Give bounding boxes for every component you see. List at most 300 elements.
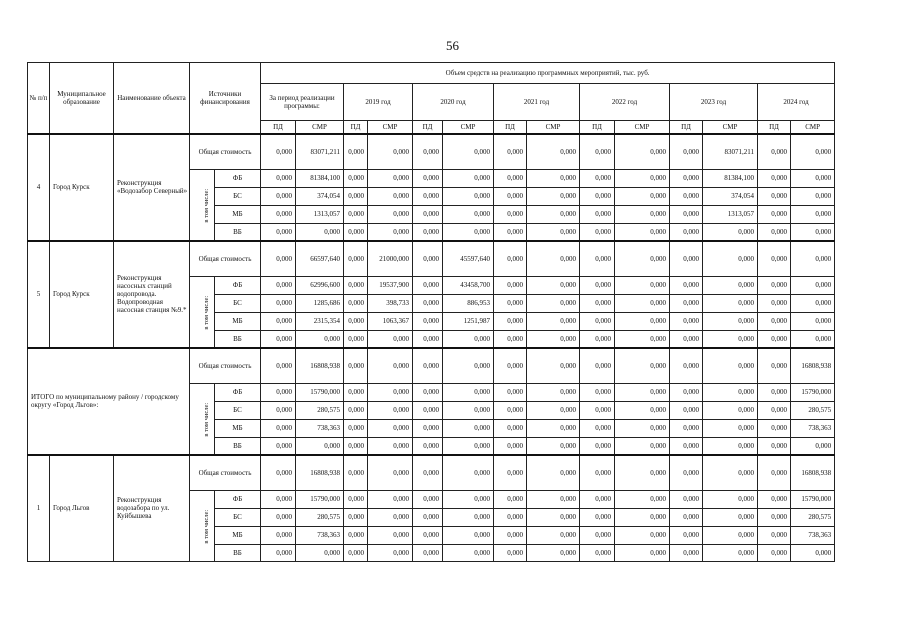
value-cell: 0,000: [615, 313, 670, 331]
value-cell: 2315,354: [296, 313, 344, 331]
including-label-cell: [190, 170, 215, 241]
including-label-cell: [190, 277, 215, 348]
header-volume: Объем средств на реализацию программных мероприятий, тыс. руб.: [261, 63, 835, 84]
value-cell: 0,000: [758, 455, 791, 491]
source-code: МБ: [215, 527, 261, 545]
value-cell: 0,000: [413, 331, 443, 348]
value-cell: 0,000: [443, 224, 494, 241]
value-cell: 0,000: [261, 348, 296, 384]
value-cell: 45597,640: [443, 241, 494, 277]
source-code: МБ: [215, 206, 261, 224]
value-cell: 0,000: [261, 295, 296, 313]
value-cell: 0,000: [670, 313, 703, 331]
value-cell: 0,000: [758, 206, 791, 224]
value-cell: 0,000: [615, 331, 670, 348]
row-number: 5: [28, 241, 50, 348]
total-cost-label: Общая стоимость: [190, 455, 261, 491]
value-cell: 0,000: [703, 295, 758, 313]
value-cell: 0,000: [527, 224, 580, 241]
value-cell: 0,000: [791, 331, 835, 348]
municipality-name: Город Курск: [50, 241, 114, 348]
source-code: ФБ: [215, 491, 261, 509]
value-cell: 0,000: [791, 313, 835, 331]
value-cell: 0,000: [368, 224, 413, 241]
value-cell: 0,000: [580, 348, 615, 384]
value-cell: 0,000: [494, 188, 527, 206]
value-cell: 0,000: [494, 545, 527, 562]
value-cell: 0,000: [791, 545, 835, 562]
value-cell: 0,000: [494, 348, 527, 384]
value-cell: 0,000: [368, 188, 413, 206]
source-code: БС: [215, 509, 261, 527]
source-code: ФБ: [215, 277, 261, 295]
value-cell: 0,000: [443, 402, 494, 420]
value-cell: 0,000: [443, 509, 494, 527]
value-cell: 0,000: [791, 224, 835, 241]
value-cell: 0,000: [368, 438, 413, 455]
value-cell: 0,000: [758, 241, 791, 277]
value-cell: 0,000: [615, 277, 670, 295]
value-cell: 0,000: [527, 402, 580, 420]
value-cell: 0,000: [494, 384, 527, 402]
value-cell: 0,000: [791, 295, 835, 313]
value-cell: 0,000: [670, 545, 703, 562]
value-cell: 0,000: [527, 527, 580, 545]
value-cell: 0,000: [261, 402, 296, 420]
row-number: 1: [28, 455, 50, 562]
value-cell: 19537,900: [368, 277, 413, 295]
value-cell: 0,000: [527, 241, 580, 277]
value-cell: 0,000: [580, 438, 615, 455]
value-cell: 0,000: [615, 455, 670, 491]
value-cell: 81384,100: [296, 170, 344, 188]
value-cell: 0,000: [413, 545, 443, 562]
value-cell: 0,000: [344, 402, 368, 420]
value-cell: 16808,938: [791, 455, 835, 491]
header-smr: СМР: [368, 121, 413, 134]
source-code: ФБ: [215, 384, 261, 402]
value-cell: 0,000: [527, 509, 580, 527]
source-code: МБ: [215, 420, 261, 438]
value-cell: 0,000: [527, 348, 580, 384]
value-cell: 0,000: [368, 384, 413, 402]
object-name: Реконструкция насосных станций водопровода. Водопроводная насосная станция №9.*: [114, 241, 190, 348]
header-year: 2024 год: [758, 84, 835, 121]
value-cell: 0,000: [261, 134, 296, 170]
header-pd: ПД: [413, 121, 443, 134]
value-cell: 15790,000: [296, 384, 344, 402]
header-year: 2021 год: [494, 84, 580, 121]
value-cell: 374,054: [703, 188, 758, 206]
value-cell: 0,000: [368, 348, 413, 384]
value-cell: 0,000: [703, 545, 758, 562]
value-cell: 0,000: [261, 241, 296, 277]
value-cell: 0,000: [703, 455, 758, 491]
value-cell: 0,000: [494, 420, 527, 438]
value-cell: 0,000: [758, 331, 791, 348]
value-cell: 0,000: [580, 491, 615, 509]
value-cell: 1313,057: [703, 206, 758, 224]
value-cell: 15790,000: [791, 491, 835, 509]
value-cell: 0,000: [344, 509, 368, 527]
value-cell: 0,000: [413, 277, 443, 295]
source-code: МБ: [215, 313, 261, 331]
value-cell: 0,000: [527, 438, 580, 455]
value-cell: 0,000: [261, 170, 296, 188]
value-cell: 0,000: [296, 331, 344, 348]
value-cell: 0,000: [791, 241, 835, 277]
value-cell: 0,000: [494, 134, 527, 170]
value-cell: 0,000: [413, 527, 443, 545]
source-code: БС: [215, 295, 261, 313]
financing-table: [27, 62, 905, 562]
value-cell: 62996,600: [296, 277, 344, 295]
table-row: [28, 348, 905, 384]
value-cell: 0,000: [758, 277, 791, 295]
value-cell: 0,000: [580, 313, 615, 331]
value-cell: 0,000: [344, 455, 368, 491]
value-cell: 0,000: [615, 402, 670, 420]
value-cell: 0,000: [527, 455, 580, 491]
value-cell: 1313,057: [296, 206, 344, 224]
value-cell: 0,000: [443, 420, 494, 438]
value-cell: 0,000: [344, 206, 368, 224]
value-cell: 0,000: [527, 134, 580, 170]
value-cell: 0,000: [494, 277, 527, 295]
value-cell: 0,000: [368, 527, 413, 545]
value-cell: 0,000: [413, 420, 443, 438]
value-cell: 0,000: [413, 455, 443, 491]
source-code: ВБ: [215, 331, 261, 348]
value-cell: 0,000: [443, 527, 494, 545]
value-cell: 738,363: [296, 420, 344, 438]
including-label: в том числе:: [203, 295, 211, 330]
value-cell: 0,000: [494, 331, 527, 348]
value-cell: 16808,938: [296, 348, 344, 384]
value-cell: 0,000: [703, 224, 758, 241]
header-pd: ПД: [261, 121, 296, 134]
header-pd: ПД: [670, 121, 703, 134]
value-cell: 43458,700: [443, 277, 494, 295]
value-cell: 0,000: [527, 545, 580, 562]
value-cell: 0,000: [615, 295, 670, 313]
municipality-name: Город Курск: [50, 134, 114, 241]
table-row: [28, 455, 905, 491]
value-cell: 15790,000: [791, 384, 835, 402]
value-cell: 83071,211: [296, 134, 344, 170]
value-cell: 0,000: [615, 188, 670, 206]
value-cell: 0,000: [703, 348, 758, 384]
value-cell: 0,000: [670, 348, 703, 384]
value-cell: 0,000: [413, 313, 443, 331]
value-cell: 0,000: [791, 170, 835, 188]
value-cell: 398,733: [368, 295, 413, 313]
value-cell: 0,000: [670, 295, 703, 313]
value-cell: 0,000: [344, 527, 368, 545]
value-cell: 0,000: [758, 134, 791, 170]
value-cell: 0,000: [413, 402, 443, 420]
value-cell: 0,000: [261, 455, 296, 491]
value-cell: 0,000: [580, 402, 615, 420]
value-cell: 0,000: [670, 277, 703, 295]
value-cell: 0,000: [527, 170, 580, 188]
including-label: в том числе:: [203, 509, 211, 544]
value-cell: 0,000: [344, 241, 368, 277]
header-sources: Источники финансирования: [190, 63, 261, 134]
value-cell: 0,000: [758, 348, 791, 384]
value-cell: 16808,938: [296, 455, 344, 491]
value-cell: 0,000: [261, 509, 296, 527]
object-name: Реконструкция водозабора по ул. Куйбышева: [114, 455, 190, 562]
header-year: 2022 год: [580, 84, 670, 121]
value-cell: 0,000: [670, 438, 703, 455]
value-cell: 0,000: [758, 491, 791, 509]
header-year: 2023 год: [670, 84, 758, 121]
value-cell: 0,000: [261, 331, 296, 348]
value-cell: 0,000: [494, 295, 527, 313]
value-cell: 0,000: [703, 241, 758, 277]
value-cell: 0,000: [368, 491, 413, 509]
value-cell: 0,000: [580, 545, 615, 562]
value-cell: 0,000: [527, 420, 580, 438]
total-cost-label: Общая стоимость: [190, 348, 261, 384]
value-cell: 0,000: [703, 402, 758, 420]
value-cell: 0,000: [703, 331, 758, 348]
value-cell: 0,000: [443, 545, 494, 562]
value-cell: 0,000: [494, 527, 527, 545]
header-object: Наименование объекта: [114, 63, 190, 134]
value-cell: 0,000: [615, 224, 670, 241]
value-cell: 0,000: [344, 384, 368, 402]
value-cell: 280,575: [296, 402, 344, 420]
value-cell: 0,000: [580, 134, 615, 170]
value-cell: 0,000: [261, 438, 296, 455]
total-label: ИТОГО по муниципальному району / городскому округу «Город Льгов»:: [28, 348, 190, 455]
value-cell: 0,000: [758, 188, 791, 206]
value-cell: 0,000: [443, 331, 494, 348]
value-cell: 0,000: [615, 491, 670, 509]
value-cell: 0,000: [527, 331, 580, 348]
value-cell: 0,000: [580, 224, 615, 241]
value-cell: 0,000: [527, 277, 580, 295]
value-cell: 0,000: [703, 509, 758, 527]
value-cell: 0,000: [261, 527, 296, 545]
source-code: ВБ: [215, 224, 261, 241]
value-cell: 0,000: [758, 170, 791, 188]
value-cell: 0,000: [703, 420, 758, 438]
header-pd: ПД: [344, 121, 368, 134]
page-number: 56: [446, 38, 459, 53]
source-code: ФБ: [215, 170, 261, 188]
value-cell: 0,000: [527, 313, 580, 331]
value-cell: 0,000: [494, 224, 527, 241]
value-cell: 0,000: [670, 491, 703, 509]
value-cell: 0,000: [527, 384, 580, 402]
value-cell: 0,000: [443, 438, 494, 455]
municipality-name: Город Льгов: [50, 455, 114, 562]
value-cell: 0,000: [758, 438, 791, 455]
value-cell: 0,000: [413, 438, 443, 455]
value-cell: 0,000: [791, 277, 835, 295]
value-cell: 0,000: [344, 545, 368, 562]
table-row: [28, 241, 905, 277]
value-cell: 0,000: [443, 188, 494, 206]
value-cell: 0,000: [261, 224, 296, 241]
total-cost-label: Общая стоимость: [190, 241, 261, 277]
value-cell: 0,000: [413, 224, 443, 241]
value-cell: 81384,100: [703, 170, 758, 188]
including-label: в том числе:: [203, 402, 211, 437]
value-cell: 0,000: [703, 527, 758, 545]
value-cell: 0,000: [670, 509, 703, 527]
value-cell: 0,000: [413, 509, 443, 527]
value-cell: 0,000: [494, 170, 527, 188]
value-cell: 0,000: [368, 206, 413, 224]
header-year: 2019 год: [344, 84, 413, 121]
value-cell: 738,363: [791, 420, 835, 438]
value-cell: 1063,367: [368, 313, 413, 331]
header-year: 2020 год: [413, 84, 494, 121]
header-smr: СМР: [791, 121, 835, 134]
value-cell: 0,000: [344, 224, 368, 241]
value-cell: 0,000: [344, 438, 368, 455]
value-cell: 0,000: [670, 224, 703, 241]
value-cell: 0,000: [443, 491, 494, 509]
value-cell: 0,000: [368, 134, 413, 170]
value-cell: 0,000: [580, 277, 615, 295]
header-pd: ПД: [494, 121, 527, 134]
value-cell: 0,000: [296, 438, 344, 455]
including-label-cell: [190, 491, 215, 562]
value-cell: 0,000: [670, 527, 703, 545]
value-cell: 0,000: [344, 170, 368, 188]
value-cell: 0,000: [703, 313, 758, 331]
value-cell: 0,000: [494, 491, 527, 509]
value-cell: 0,000: [413, 295, 443, 313]
value-cell: 0,000: [344, 348, 368, 384]
value-cell: 0,000: [494, 402, 527, 420]
value-cell: 0,000: [261, 420, 296, 438]
value-cell: 0,000: [580, 295, 615, 313]
value-cell: 0,000: [758, 402, 791, 420]
value-cell: 0,000: [368, 420, 413, 438]
source-code: БС: [215, 402, 261, 420]
value-cell: 0,000: [413, 384, 443, 402]
value-cell: 0,000: [580, 170, 615, 188]
value-cell: 0,000: [580, 509, 615, 527]
value-cell: 0,000: [494, 509, 527, 527]
value-cell: 0,000: [261, 545, 296, 562]
value-cell: 0,000: [615, 348, 670, 384]
value-cell: 0,000: [615, 527, 670, 545]
source-code: ВБ: [215, 438, 261, 455]
value-cell: 0,000: [443, 384, 494, 402]
value-cell: 0,000: [261, 384, 296, 402]
value-cell: 374,054: [296, 188, 344, 206]
value-cell: 0,000: [615, 545, 670, 562]
value-cell: 0,000: [494, 206, 527, 224]
value-cell: 0,000: [580, 455, 615, 491]
value-cell: 0,000: [670, 241, 703, 277]
value-cell: 0,000: [580, 331, 615, 348]
value-cell: 738,363: [296, 527, 344, 545]
value-cell: 0,000: [494, 313, 527, 331]
value-cell: 0,000: [791, 188, 835, 206]
header-pd: ПД: [580, 121, 615, 134]
value-cell: 280,575: [791, 509, 835, 527]
value-cell: 0,000: [344, 313, 368, 331]
header-row-1: [28, 63, 905, 84]
value-cell: 0,000: [443, 170, 494, 188]
value-cell: 0,000: [615, 509, 670, 527]
value-cell: 0,000: [527, 295, 580, 313]
value-cell: 0,000: [580, 206, 615, 224]
header-smr: СМР: [443, 121, 494, 134]
value-cell: 0,000: [494, 455, 527, 491]
value-cell: 0,000: [670, 206, 703, 224]
value-cell: 0,000: [615, 438, 670, 455]
value-cell: 0,000: [580, 384, 615, 402]
value-cell: 0,000: [615, 241, 670, 277]
value-cell: 0,000: [670, 134, 703, 170]
header-pd: ПД: [758, 121, 791, 134]
value-cell: 0,000: [758, 224, 791, 241]
value-cell: 886,953: [443, 295, 494, 313]
value-cell: 0,000: [344, 188, 368, 206]
value-cell: 1251,987: [443, 313, 494, 331]
source-code: БС: [215, 188, 261, 206]
value-cell: 0,000: [615, 384, 670, 402]
source-code: ВБ: [215, 545, 261, 562]
value-cell: 21000,000: [368, 241, 413, 277]
value-cell: 0,000: [670, 420, 703, 438]
value-cell: 0,000: [615, 206, 670, 224]
value-cell: 0,000: [344, 134, 368, 170]
value-cell: 0,000: [580, 420, 615, 438]
table-row: [28, 134, 905, 170]
value-cell: 0,000: [703, 277, 758, 295]
header-smr: СМР: [703, 121, 758, 134]
value-cell: 0,000: [791, 134, 835, 170]
value-cell: 0,000: [368, 402, 413, 420]
value-cell: 0,000: [758, 527, 791, 545]
value-cell: 83071,211: [703, 134, 758, 170]
value-cell: 738,363: [791, 527, 835, 545]
value-cell: 0,000: [368, 455, 413, 491]
value-cell: 0,000: [615, 134, 670, 170]
value-cell: 0,000: [791, 206, 835, 224]
value-cell: 0,000: [670, 331, 703, 348]
value-cell: 0,000: [261, 206, 296, 224]
value-cell: 0,000: [413, 134, 443, 170]
value-cell: 0,000: [344, 491, 368, 509]
value-cell: 0,000: [758, 384, 791, 402]
value-cell: 0,000: [703, 438, 758, 455]
value-cell: 0,000: [344, 277, 368, 295]
value-cell: 0,000: [527, 491, 580, 509]
value-cell: 0,000: [791, 438, 835, 455]
value-cell: 0,000: [368, 509, 413, 527]
value-cell: 0,000: [703, 491, 758, 509]
value-cell: 0,000: [670, 384, 703, 402]
value-cell: 0,000: [527, 206, 580, 224]
value-cell: 0,000: [413, 241, 443, 277]
value-cell: 0,000: [758, 545, 791, 562]
value-cell: 15790,000: [296, 491, 344, 509]
header-no: № п/п: [28, 63, 50, 134]
value-cell: 0,000: [443, 348, 494, 384]
value-cell: 0,000: [580, 527, 615, 545]
